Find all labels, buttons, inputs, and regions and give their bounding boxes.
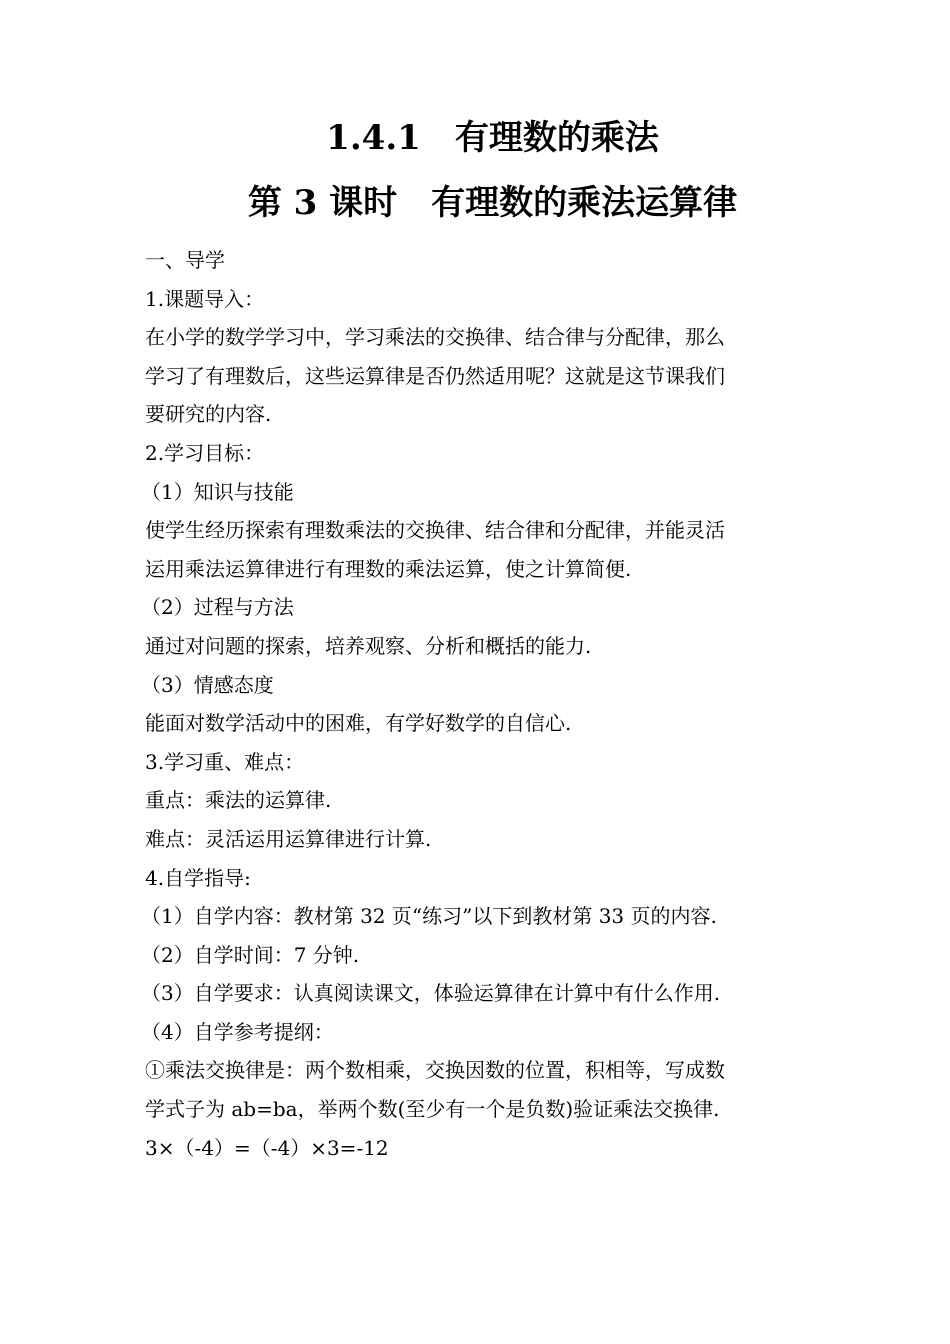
paragraph-line: 学习了有理数后，这些运算律是否仍然适用呢？这就是这节课我们 <box>145 363 725 388</box>
section-heading-guide: 一、导学 <box>145 248 225 272</box>
self-study-item: （3）自学要求：认真阅读课文，体验运算律在计算中有什么作用. <box>141 981 721 1006</box>
paragraph-line: 能面对数学活动中的困难，有学好数学的自信心. <box>145 711 572 736</box>
lesson-subtitle: 第 3 课时 有理数的乘法运算律 <box>247 183 738 223</box>
objective-heading-process: （2）过程与方法 <box>141 595 294 620</box>
paragraph-line: 要研究的内容. <box>145 402 272 427</box>
paragraph-line: ①乘法交换律是：两个数相乘，交换因数的位置，积相等，写成数 <box>145 1058 725 1083</box>
paragraph-line: 在小学的数学学习中，学习乘法的交换律、结合律与分配律，那么 <box>145 325 725 350</box>
math-example-line: 3×（-4）=（-4）×3=-12 <box>145 1135 389 1160</box>
self-study-item: （1）自学内容：教材第 32 页“练习”以下到教材第 33 页的内容. <box>141 904 717 929</box>
subheading-introduction: 1.课题导入： <box>145 286 265 311</box>
difficult-point-line: 难点：灵活运用运算律进行计算. <box>145 826 432 851</box>
document-title: 1.4.1 有理数的乘法 <box>326 118 659 158</box>
document-body <box>141 241 805 1167</box>
subheading-self-study: 4.自学指导: <box>145 865 251 890</box>
subheading-learning-objectives: 2.学习目标： <box>145 440 265 465</box>
key-point-line: 重点：乘法的运算律. <box>145 788 332 813</box>
paragraph-line: 学式子为 ab=ba，举两个数(至少有一个是负数)验证乘法交换律. <box>145 1097 720 1122</box>
paragraph-line: 通过对问题的探索，培养观察、分析和概括的能力. <box>145 633 592 658</box>
self-study-item: （2）自学时间：7 分钟. <box>141 942 360 967</box>
subheading-key-points: 3.学习重、难点： <box>145 749 305 774</box>
paragraph-line: 使学生经历探索有理数乘法的交换律、结合律和分配律，并能灵活 <box>145 518 725 543</box>
paragraph-line: 运用乘法运算律进行有理数的乘法运算，使之计算简便. <box>145 556 632 581</box>
objective-heading-knowledge: （1）知识与技能 <box>141 479 294 504</box>
objective-heading-attitude: （3）情感态度 <box>141 672 274 697</box>
self-study-item: （4）自学参考提纲： <box>141 1019 334 1044</box>
